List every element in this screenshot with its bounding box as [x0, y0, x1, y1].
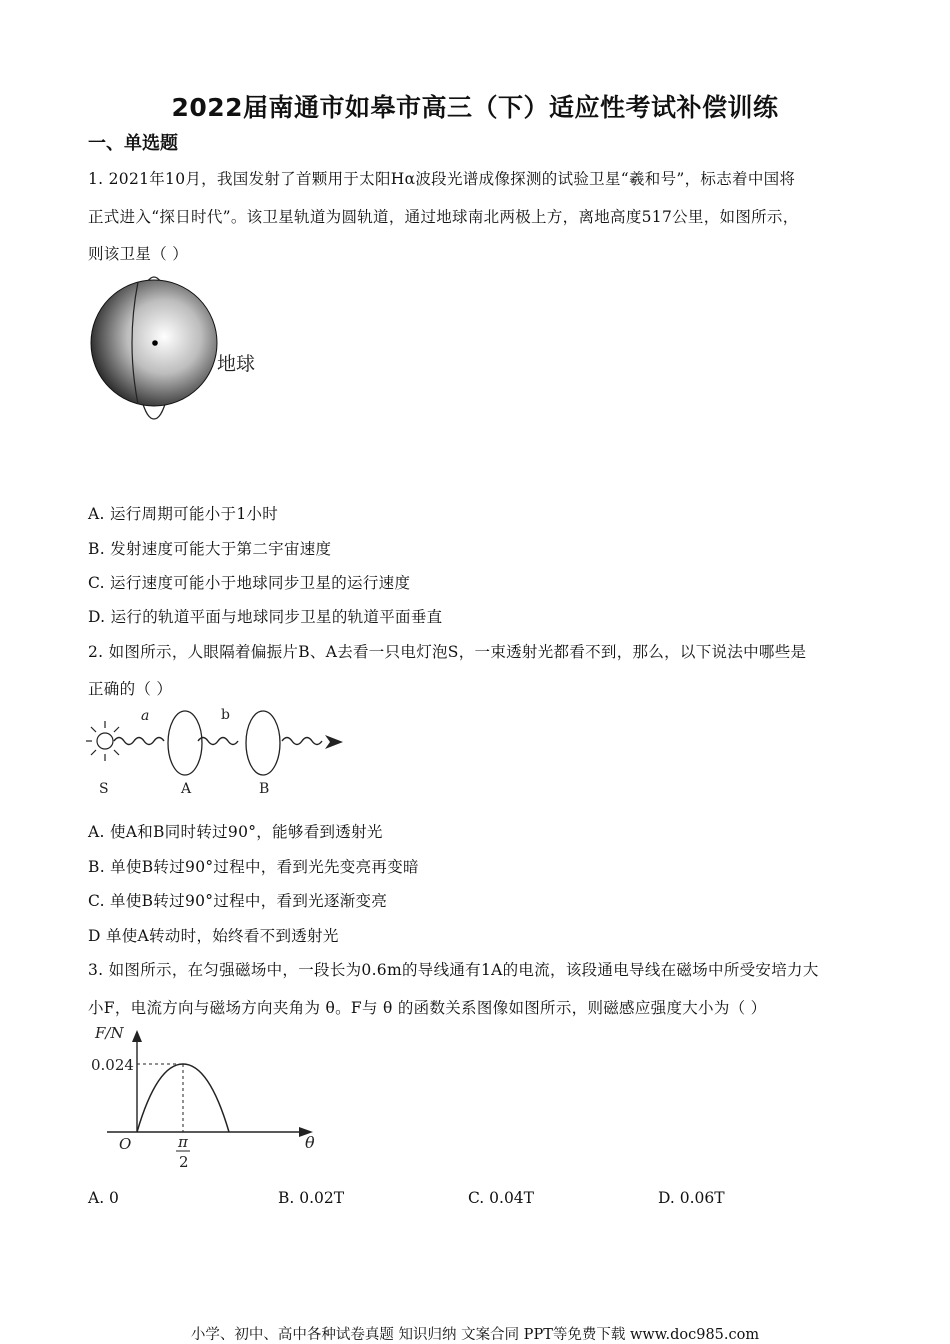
polarizer-a	[168, 711, 202, 775]
polarizer-b	[246, 711, 280, 775]
label-b: b	[221, 707, 230, 723]
earth-figure	[80, 270, 280, 430]
light-wave-b	[198, 738, 238, 745]
q1-line-2: 正式进入“探日时代”。该卫星轨道为圆轨道，通过地球南北两极上方，离地高度517公里，如图所示，	[88, 208, 799, 226]
q2-option-b: B. 单使B转过90°过程中，看到光先变亮再变暗	[88, 858, 419, 876]
label-polarizer-b: B	[259, 781, 270, 797]
q2-option-d: D 单使A转动时，始终看不到透射光	[88, 927, 339, 945]
light-wave-a	[114, 738, 164, 745]
x-tick-denominator: 2	[179, 1153, 189, 1171]
q2-option-c: C. 单使B转过90°过程中，看到光逐渐变亮	[88, 892, 388, 910]
q1-line-3: 则该卫星（ ）	[88, 245, 189, 263]
x-axis-label: θ	[305, 1133, 315, 1152]
y-value-label: 0.024	[91, 1056, 134, 1074]
y-axis-arrow	[132, 1030, 142, 1042]
page-title: 2022届南通市如皋市高三（下）适应性考试补偿训练	[171, 93, 779, 122]
light-wave-out	[282, 738, 322, 745]
q3-option-d: D. 0.06T	[658, 1189, 725, 1207]
label-a: a	[141, 708, 150, 724]
label-polarizer-a: A	[181, 781, 192, 797]
earth-center-dot	[152, 340, 158, 346]
earth-label: 地球	[217, 353, 256, 375]
q3-line-1: 3. 如图所示，在匀强磁场中，一段长为0.6m的导线通有1A的电流，该段通电导线在磁场中所受安培力大	[88, 961, 819, 979]
q1-option-a: A. 运行周期可能小于1小时	[88, 505, 279, 523]
origin-label: O	[119, 1135, 132, 1153]
q1-option-b: B. 发射速度可能大于第二宇宙速度	[88, 540, 332, 558]
sine-curve	[137, 1064, 229, 1132]
polarizer-figure	[85, 700, 355, 800]
q3-option-a: A. 0	[88, 1189, 119, 1207]
q1-option-d: D. 运行的轨道平面与地球同步卫星的轨道平面垂直	[88, 608, 443, 626]
y-axis-label: F/N	[95, 1024, 124, 1042]
q1-option-c: C. 运行速度可能小于地球同步卫星的运行速度	[88, 574, 411, 592]
q3-option-c: C. 0.04T	[468, 1189, 535, 1207]
q2-option-a: A. 使A和B同时转过90°，能够看到透射光	[88, 823, 383, 841]
q1-line-1: 1. 2021年10月，我国发射了首颗用于太阳Hα波段光谱成像探测的试验卫星“羲和号”，标志着中国将	[88, 170, 796, 188]
q2-line-1: 2. 如图所示，人眼隔着偏振片B、A去看一只电灯泡S，一束透射光都看不到，那么，以下说法中哪些是	[88, 643, 807, 661]
label-s: S	[99, 781, 109, 797]
eye-icon	[325, 735, 343, 749]
force-angle-graph	[85, 1022, 325, 1172]
x-tick-numerator: π	[178, 1133, 188, 1151]
q2-line-2: 正确的（ ）	[88, 680, 173, 698]
footer: 小学、初中、高中各种试卷真题 知识归纳 文案合同 PPT等免费下载 www.doc985.com	[190, 1327, 760, 1343]
q3-line-2: 小F，电流方向与磁场方向夹角为 θ。F与 θ 的函数关系图像如图所示，则磁感应强度大小为（ ）	[88, 999, 767, 1017]
q3-options	[88, 1189, 848, 1207]
section-heading: 一、单选题	[88, 133, 178, 154]
q3-option-b: B. 0.02T	[278, 1189, 345, 1207]
